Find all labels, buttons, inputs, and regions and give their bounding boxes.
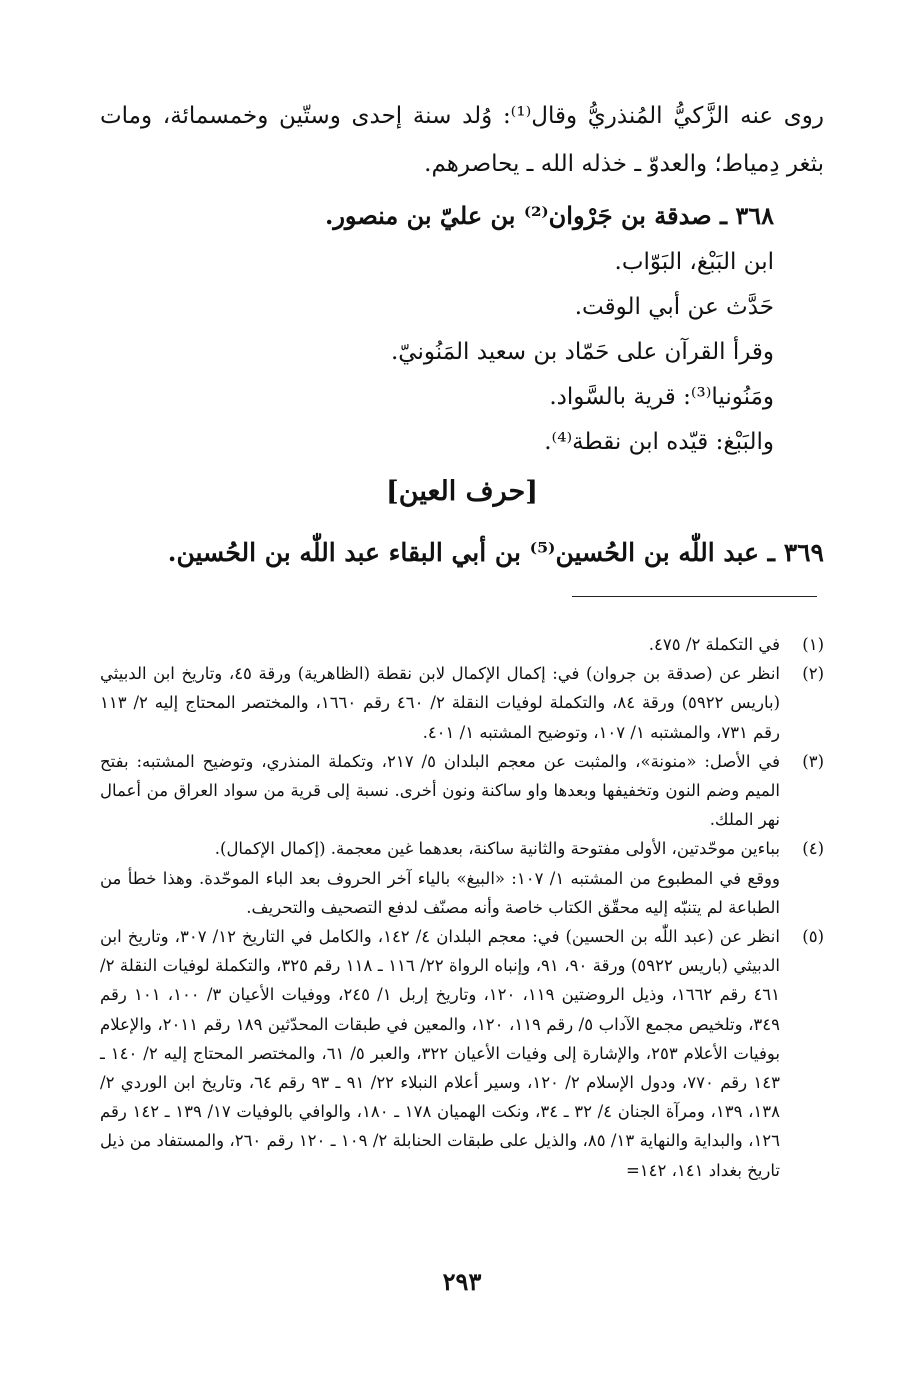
footnote-item — [100, 922, 824, 1185]
entry-368-line: والبَبْغ: قيّده ابن نقطة⁽⁴⁾. — [544, 429, 774, 455]
footnotes — [100, 630, 824, 1185]
footnote-number: (٣) — [802, 751, 824, 771]
footnote-number: (٤) — [802, 839, 824, 859]
entry-368-line: ومَنُونيا⁽³⁾: قرية بالسَّواد. — [549, 384, 774, 410]
entry-368-line: حَدَّث عن أبي الوقت. — [574, 294, 774, 320]
footnote-item — [100, 630, 824, 659]
entry-369-heading: ٣٦٩ ـ عبد اللّٰه بن الحُسين⁽⁵⁾ بن أبي البقاء عبد اللّٰه بن الحُسين. — [167, 538, 824, 567]
footnote-text: بباءين موحّدتين، الأولى مفتوحة والثانية ساكنة، بعدهما غين معجمة. (إكمال الإكمال). — [214, 839, 780, 859]
footnote-divider — [572, 596, 817, 597]
footnote-continuation: ووقع في المطبوع من المشتبه ١/ ١٠٧: «البيغ» بالياء آخر الحروف بعد الباء الموحّدة. وهذا خطأ من الطباعة لم يتنبّه إليه محقّق الكتاب خاصة وأنه مصنّف لدفع التصحيف والتحريف. — [100, 868, 780, 917]
entry-368-line: ابن البَبْغ، البَوّاب. — [614, 249, 774, 275]
footnote-text: انظر عن (عبد اللّٰه بن الحسين) في: معجم البلدان ٤/ ١٤٢، والكامل في التاريخ ١٢/ ٣٠٧، وتاريخ ابن الدبيثي (باريس ٥٩٢٢) ورقة ٩٠، ٩١، وإنباه الرواة ٢٢/ ١١٦ ـ ١١٨ رقم ٣٢٥، والتكملة لوفيات النقلة ٢/ ٤٦١ رقم ١٦٦٢، وذيل الروضتين ١١٩، ١٢٠، وتاريخ إربل ١/ ٢٤٥، ووفيات الأعيان ٣/ ١٠٠، ١٠١ رقم ٣٤٩، وتلخيص مجمع الآداب ٥/ رقم ١١٩، ١٢٠، والمعين في طبقات المحدّثين ١٨٩ رقم ٢٠١١، والإعلام بوفيات الأعلام ٢٥٣، والإشارة إلى وفيات الأعيان ٣٢٢، والعبر ٥/ ٦١، والمختصر المحتاج إليه ٢/ ١٤٠ ـ ١٤٣ رقم ٧٧٠، ودول الإسلام ٢/ ١٢٠، وسير أعلام النبلاء ٢٢/ ٩١ ـ ٩٣ رقم ٦٤، وتاريخ ابن الوردي ٢/ ١٣٨، ١٣٩، ومرآة الجنان ٤/ ٣٢ ـ ٣٤، ونكت الهميان ١٧٨ ـ ١٨٠، والوافي بالوفيات ١٧/ ١٣٩ ـ ١٤٢ رقم ١٢٦، والبداية والنهاية ١٣/ ٨٥، والذيل على طبقات الحنابلة ٢/ ١٠٩ ـ ١٢٠ رقم ٢٦٠، والمستفاد من ذيل تاريخ بغداد ١٤١، ١٤٢= — [100, 927, 781, 1180]
footnote-item — [100, 659, 824, 747]
entry-368-line: وقرأ القرآن على حَمّاد بن سعيد المَنُونيّ. — [390, 339, 774, 365]
footnote-text: في التكملة ٢/ ٤٧٥. — [648, 635, 780, 654]
footnote-number: (١) — [802, 635, 824, 654]
footnote-item — [100, 747, 824, 835]
footnote-item — [100, 834, 824, 863]
biography-paragraph: روى عنه الزَّكيُّ المُنذريُّ وقال⁽¹⁾: وُلد سنة إحدى وستّين وخمسمائة، ومات بثغر دِمياط؛ والعدوّ ـ خذله الله ـ يحاصرهم. — [100, 103, 824, 177]
page-number: ٢٩٣ — [442, 1267, 482, 1296]
entry-368-heading: ٣٦٨ ـ صدقة بن جَرْوان⁽²⁾ بن عليّ بن منصور. — [324, 201, 774, 230]
footnote-text: انظر عن (صدقة بن جروان) في: إكمال الإكمال لابن نقطة (الظاهرية) ورقة ٤٥، وتاريخ ابن الدبيثي (باريس ٥٩٢٢) ورقة ٨٤، والتكملة لوفيات النقلة ٢/ ٤٦٠ رقم ١٦٦٠، والمختصر المحتاج إليه ٢/ ١١٣ رقم ٧٣١، والمشتبه ١/ ١٠٧، وتوضيح المشتبه ١/ ٤٠١. — [100, 664, 781, 742]
footnote-number: (٥) — [802, 927, 824, 947]
section-heading: [حرف العين] — [386, 476, 538, 507]
footnote-text: في الأصل: «منونة»، والمثبت عن معجم البلدان ٥/ ٢١٧، وتكملة المنذري، وتوضيح المشتبه: بفتح الميم وضم النون وتخفيفها وبعدها واو ساكنة ونون أخرى. نسبة إلى قرية من سواد العراق من أعمال نهر الملك. — [100, 751, 780, 830]
footnote-number: (٢) — [802, 664, 824, 684]
